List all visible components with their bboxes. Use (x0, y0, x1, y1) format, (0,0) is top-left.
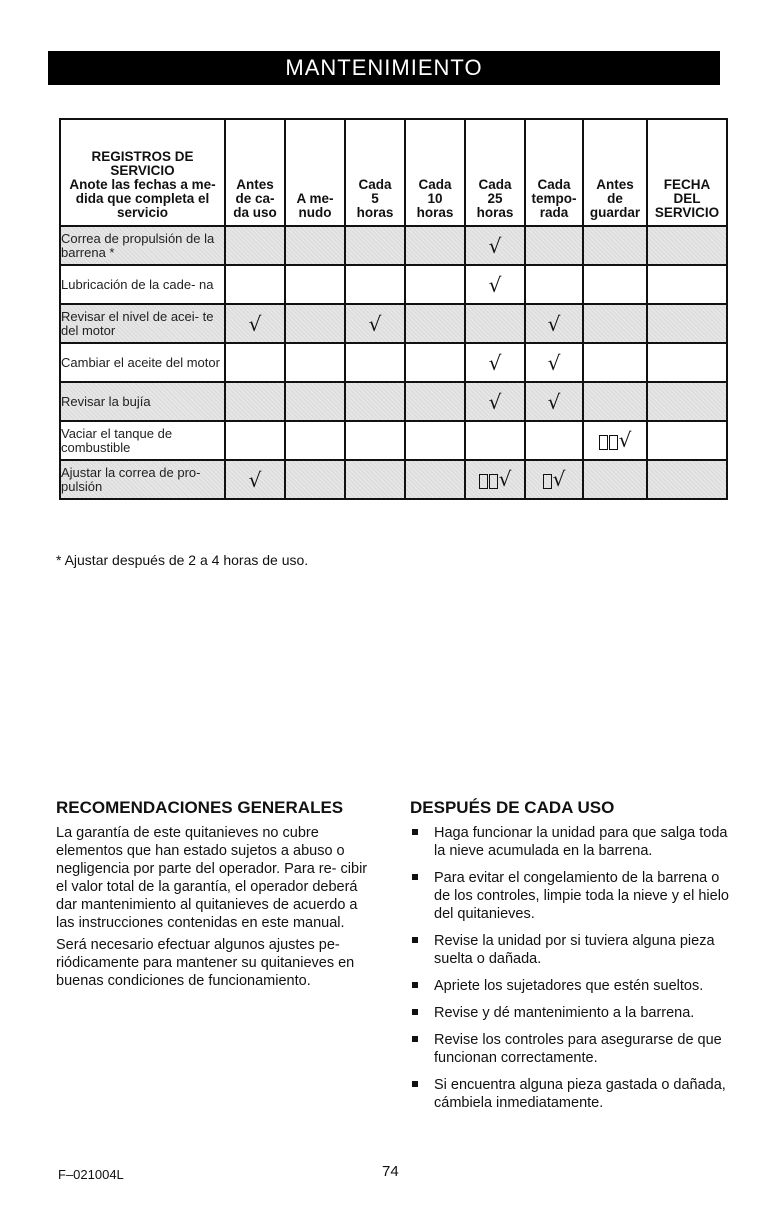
schedule-cell (525, 460, 583, 499)
schedule-cell (465, 265, 525, 304)
schedule-cell (465, 226, 525, 265)
despues-heading: DESPUÉS DE CADA USO (410, 798, 615, 817)
list-item-text: Revise la unidad por si tuviera alguna pieza suelta o dañada. (434, 933, 715, 967)
checkmark-icon: √ (248, 467, 262, 492)
schedule-cell (405, 382, 465, 421)
schedule-cell (583, 226, 647, 265)
schedule-cell (285, 265, 345, 304)
checkmark-icon: √ (488, 350, 502, 375)
box-icon (599, 435, 608, 450)
box-marks-icon (543, 470, 553, 490)
document-code: F–021004L (58, 1167, 124, 1182)
box-icon (543, 474, 552, 489)
schedule-cell (525, 382, 583, 421)
task-label: Revisar la bujía (60, 382, 225, 421)
table-row (60, 460, 727, 499)
schedule-cell (583, 304, 647, 343)
list-item-text: Apriete los sujetadores que estén sueltos. (434, 978, 704, 994)
schedule-cell (225, 304, 285, 343)
maintenance-table (59, 118, 728, 500)
schedule-cell (285, 343, 345, 382)
list-item (410, 869, 730, 923)
schedule-cell (405, 226, 465, 265)
checkmark-icon: √ (488, 272, 502, 297)
bullet-icon (412, 874, 418, 880)
schedule-cell (285, 460, 345, 499)
checkmark-icon: √ (547, 389, 561, 414)
list-item (410, 1004, 730, 1022)
task-label: Correa de propulsión de la barrena * (60, 226, 225, 265)
page-number: 74 (382, 1163, 399, 1180)
header-column: Cada 10 horas (405, 119, 465, 226)
schedule-cell (345, 421, 405, 460)
schedule-cell (225, 382, 285, 421)
task-label: Vaciar el tanque de combustible (60, 421, 225, 460)
box-marks-icon (479, 470, 499, 490)
schedule-cell (525, 421, 583, 460)
bullet-icon (412, 982, 418, 988)
list-item (410, 932, 730, 968)
list-item-text: Si encuentra alguna pieza gastada o dañada, cámbiela inmediatamente. (434, 1077, 726, 1111)
task-label: Ajustar la correa de pro- pulsión (60, 460, 225, 499)
schedule-cell (465, 343, 525, 382)
box-marks-icon (599, 431, 619, 451)
header-column: A me- nudo (285, 119, 345, 226)
checkmark-icon: √ (368, 311, 382, 336)
schedule-cell (465, 304, 525, 343)
schedule-cell (647, 226, 727, 265)
schedule-cell (583, 421, 647, 460)
schedule-cell (465, 460, 525, 499)
table-row (60, 226, 727, 265)
task-label: Cambiar el aceite del motor (60, 343, 225, 382)
recomendaciones-heading: RECOMENDACIONES GENERALES (56, 798, 344, 817)
list-item (410, 1031, 730, 1067)
table-body (60, 226, 727, 499)
schedule-cell (225, 460, 285, 499)
schedule-cell (647, 304, 727, 343)
header-column: Antes de guardar (583, 119, 647, 226)
table-row (60, 382, 727, 421)
header-column: FECHA DEL SERVICIO (647, 119, 727, 226)
schedule-cell (225, 343, 285, 382)
list-item-text: Haga funcionar la unidad para que salga toda la nieve acumulada en la barrena. (434, 825, 728, 859)
list-item (410, 977, 730, 995)
checkmark-icon: √ (547, 350, 561, 375)
schedule-cell (405, 421, 465, 460)
header-column: Cada 5 horas (345, 119, 405, 226)
schedule-cell (345, 226, 405, 265)
recomendaciones-paragraph: Será necesario efectuar algunos ajustes pe- riódicamente para mantener su quitanieves en buenas condiciones de funcionamiento. (56, 937, 355, 989)
schedule-cell (525, 265, 583, 304)
bullet-icon (412, 1009, 418, 1015)
bullet-icon (412, 829, 418, 835)
despues-section (410, 798, 730, 1121)
schedule-cell (345, 382, 405, 421)
table-row (60, 265, 727, 304)
schedule-cell (525, 304, 583, 343)
schedule-cell (405, 343, 465, 382)
checkmark-icon: √ (248, 311, 262, 336)
despues-list (410, 824, 730, 1112)
checkmark-icon: √ (618, 427, 632, 452)
schedule-cell (225, 421, 285, 460)
schedule-cell (225, 226, 285, 265)
schedule-cell (525, 226, 583, 265)
schedule-cell (285, 382, 345, 421)
schedule-cell (345, 343, 405, 382)
schedule-cell (465, 421, 525, 460)
schedule-cell (525, 343, 583, 382)
recomendaciones-section (56, 798, 376, 994)
header-column: Antes de ca- da uso (225, 119, 285, 226)
page-title: MANTENIMIENTO (48, 51, 720, 85)
list-item-text: Revise los controles para asegurarse de que funcionan correctamente. (434, 1032, 722, 1066)
header-registros: REGISTROS DE SERVICIO Anote las fechas a me- dida que completa el servicio (60, 119, 225, 226)
schedule-cell (583, 382, 647, 421)
schedule-cell (345, 304, 405, 343)
recomendaciones-paragraph: La garantía de este quitanieves no cubre elementos que han estado sujetos a abuso o negligencia por parte del operador. Para re- cibir el valor total de la garantía, el operador deberá dar mantenimiento al quitanieves de acuerdo a las instrucciones contenidas en este manual. (56, 825, 368, 931)
schedule-cell (647, 421, 727, 460)
table-row (60, 343, 727, 382)
list-item-text: Para evitar el congelamiento de la barrena o de los controles, limpie toda la nieve y el hielo del quitanieves. (434, 870, 729, 922)
header-column: Cada tempo- rada (525, 119, 583, 226)
schedule-cell (345, 460, 405, 499)
schedule-cell (647, 382, 727, 421)
schedule-cell (583, 265, 647, 304)
list-item-text: Revise y dé mantenimiento a la barrena. (434, 1005, 695, 1021)
checkmark-icon: √ (547, 311, 561, 336)
checkmark-icon: √ (488, 389, 502, 414)
bullet-icon (412, 1036, 418, 1042)
box-icon (489, 474, 498, 489)
checkmark-icon: √ (488, 233, 502, 258)
schedule-cell (225, 265, 285, 304)
header-column: Cada 25 horas (465, 119, 525, 226)
schedule-cell (583, 343, 647, 382)
schedule-cell (405, 304, 465, 343)
schedule-cell (465, 382, 525, 421)
table-row (60, 421, 727, 460)
list-item (410, 1076, 730, 1112)
task-label: Lubricación de la cade- na (60, 265, 225, 304)
bullet-icon (412, 1081, 418, 1087)
checkmark-icon: √ (552, 466, 566, 491)
schedule-cell (285, 304, 345, 343)
schedule-cell (583, 460, 647, 499)
checkmark-icon: √ (498, 466, 512, 491)
box-icon (609, 435, 618, 450)
schedule-cell (405, 460, 465, 499)
list-item (410, 824, 730, 860)
schedule-cell (647, 343, 727, 382)
box-icon (479, 474, 488, 489)
schedule-cell (647, 265, 727, 304)
table-header-row (60, 119, 727, 226)
schedule-cell (647, 460, 727, 499)
schedule-cell (285, 226, 345, 265)
schedule-cell (405, 265, 465, 304)
table-row (60, 304, 727, 343)
schedule-cell (285, 421, 345, 460)
footnote: * Ajustar después de 2 a 4 horas de uso. (56, 552, 309, 568)
schedule-cell (345, 265, 405, 304)
task-label: Revisar el nivel de acei- te del motor (60, 304, 225, 343)
bullet-icon (412, 937, 418, 943)
